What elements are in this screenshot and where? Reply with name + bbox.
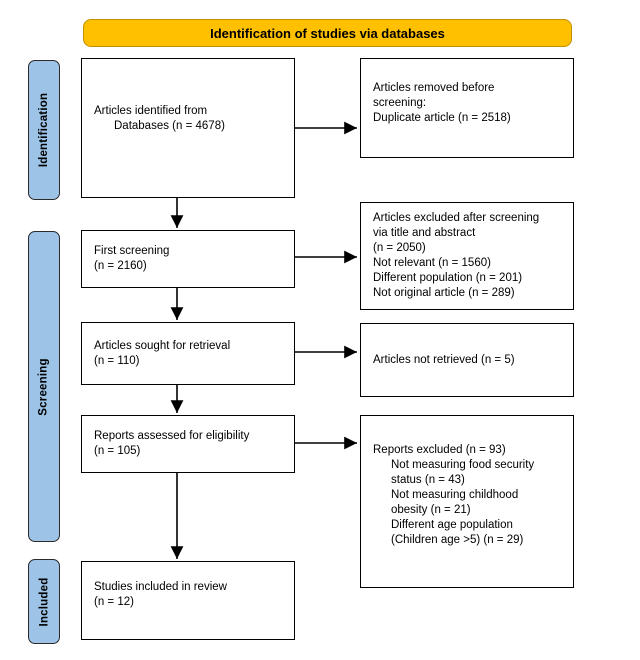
box-first-screening [81,230,295,288]
text-line: Articles sought for retrieval [94,339,231,352]
text-line: (n = 105) [94,445,141,457]
text-line: via title and abstract [373,227,476,239]
text-line: Duplicate article (n = 2518) [373,111,511,124]
text-line: Articles removed before [373,81,495,94]
stage-label-identification [28,60,60,200]
text-line: (n = 2050) [373,242,426,254]
box-articles-removed [360,58,574,158]
text-line: Reports assessed for eligibility [94,430,250,442]
text-line: Articles not retrieved (n = 5) [373,353,515,366]
text-line: (n = 2160) [94,260,147,272]
stage-text: Identification [38,92,51,168]
text-line: Not measuring food security [391,459,535,471]
text-line: (n = 110) [94,354,140,367]
text-line: (n = 12) [94,595,134,608]
text-line: (Children age >5) (n = 29) [391,534,524,546]
text-line: First screening [94,245,170,257]
box-studies-included [81,561,295,640]
stage-text: Included [38,577,51,626]
text-line: Studies included in review [94,580,227,593]
text-line: status (n = 43) [391,474,465,486]
text-line: obesity (n = 21) [391,504,471,516]
box-reports-assessed [81,415,295,473]
banner-label: Identification of studies via databases [210,25,445,41]
text-line: Different age population [391,519,513,531]
box-articles-sought [81,322,295,385]
box-reports-excluded [360,415,574,588]
text-line: screening: [373,96,427,109]
text-line: Not original article (n = 289) [373,287,515,299]
banner-identification-via-databases [83,19,572,47]
text-line: Reports excluded (n = 93) [373,444,506,456]
box-articles-not-retrieved [360,323,574,397]
box-articles-identified [81,58,295,198]
text-line: Different population (n = 201) [373,272,523,284]
text-line: Databases (n = 4678) [114,120,225,132]
text-line: Not measuring childhood [391,489,519,501]
box-articles-excluded [360,202,574,310]
stage-text: Screening [38,357,50,416]
stage-label-included [28,559,60,644]
text-line: Articles excluded after screening [373,212,540,224]
text-line: Not relevant (n = 1560) [373,257,491,269]
text-line: Articles identified from [94,105,208,117]
stage-label-screening [28,231,60,542]
